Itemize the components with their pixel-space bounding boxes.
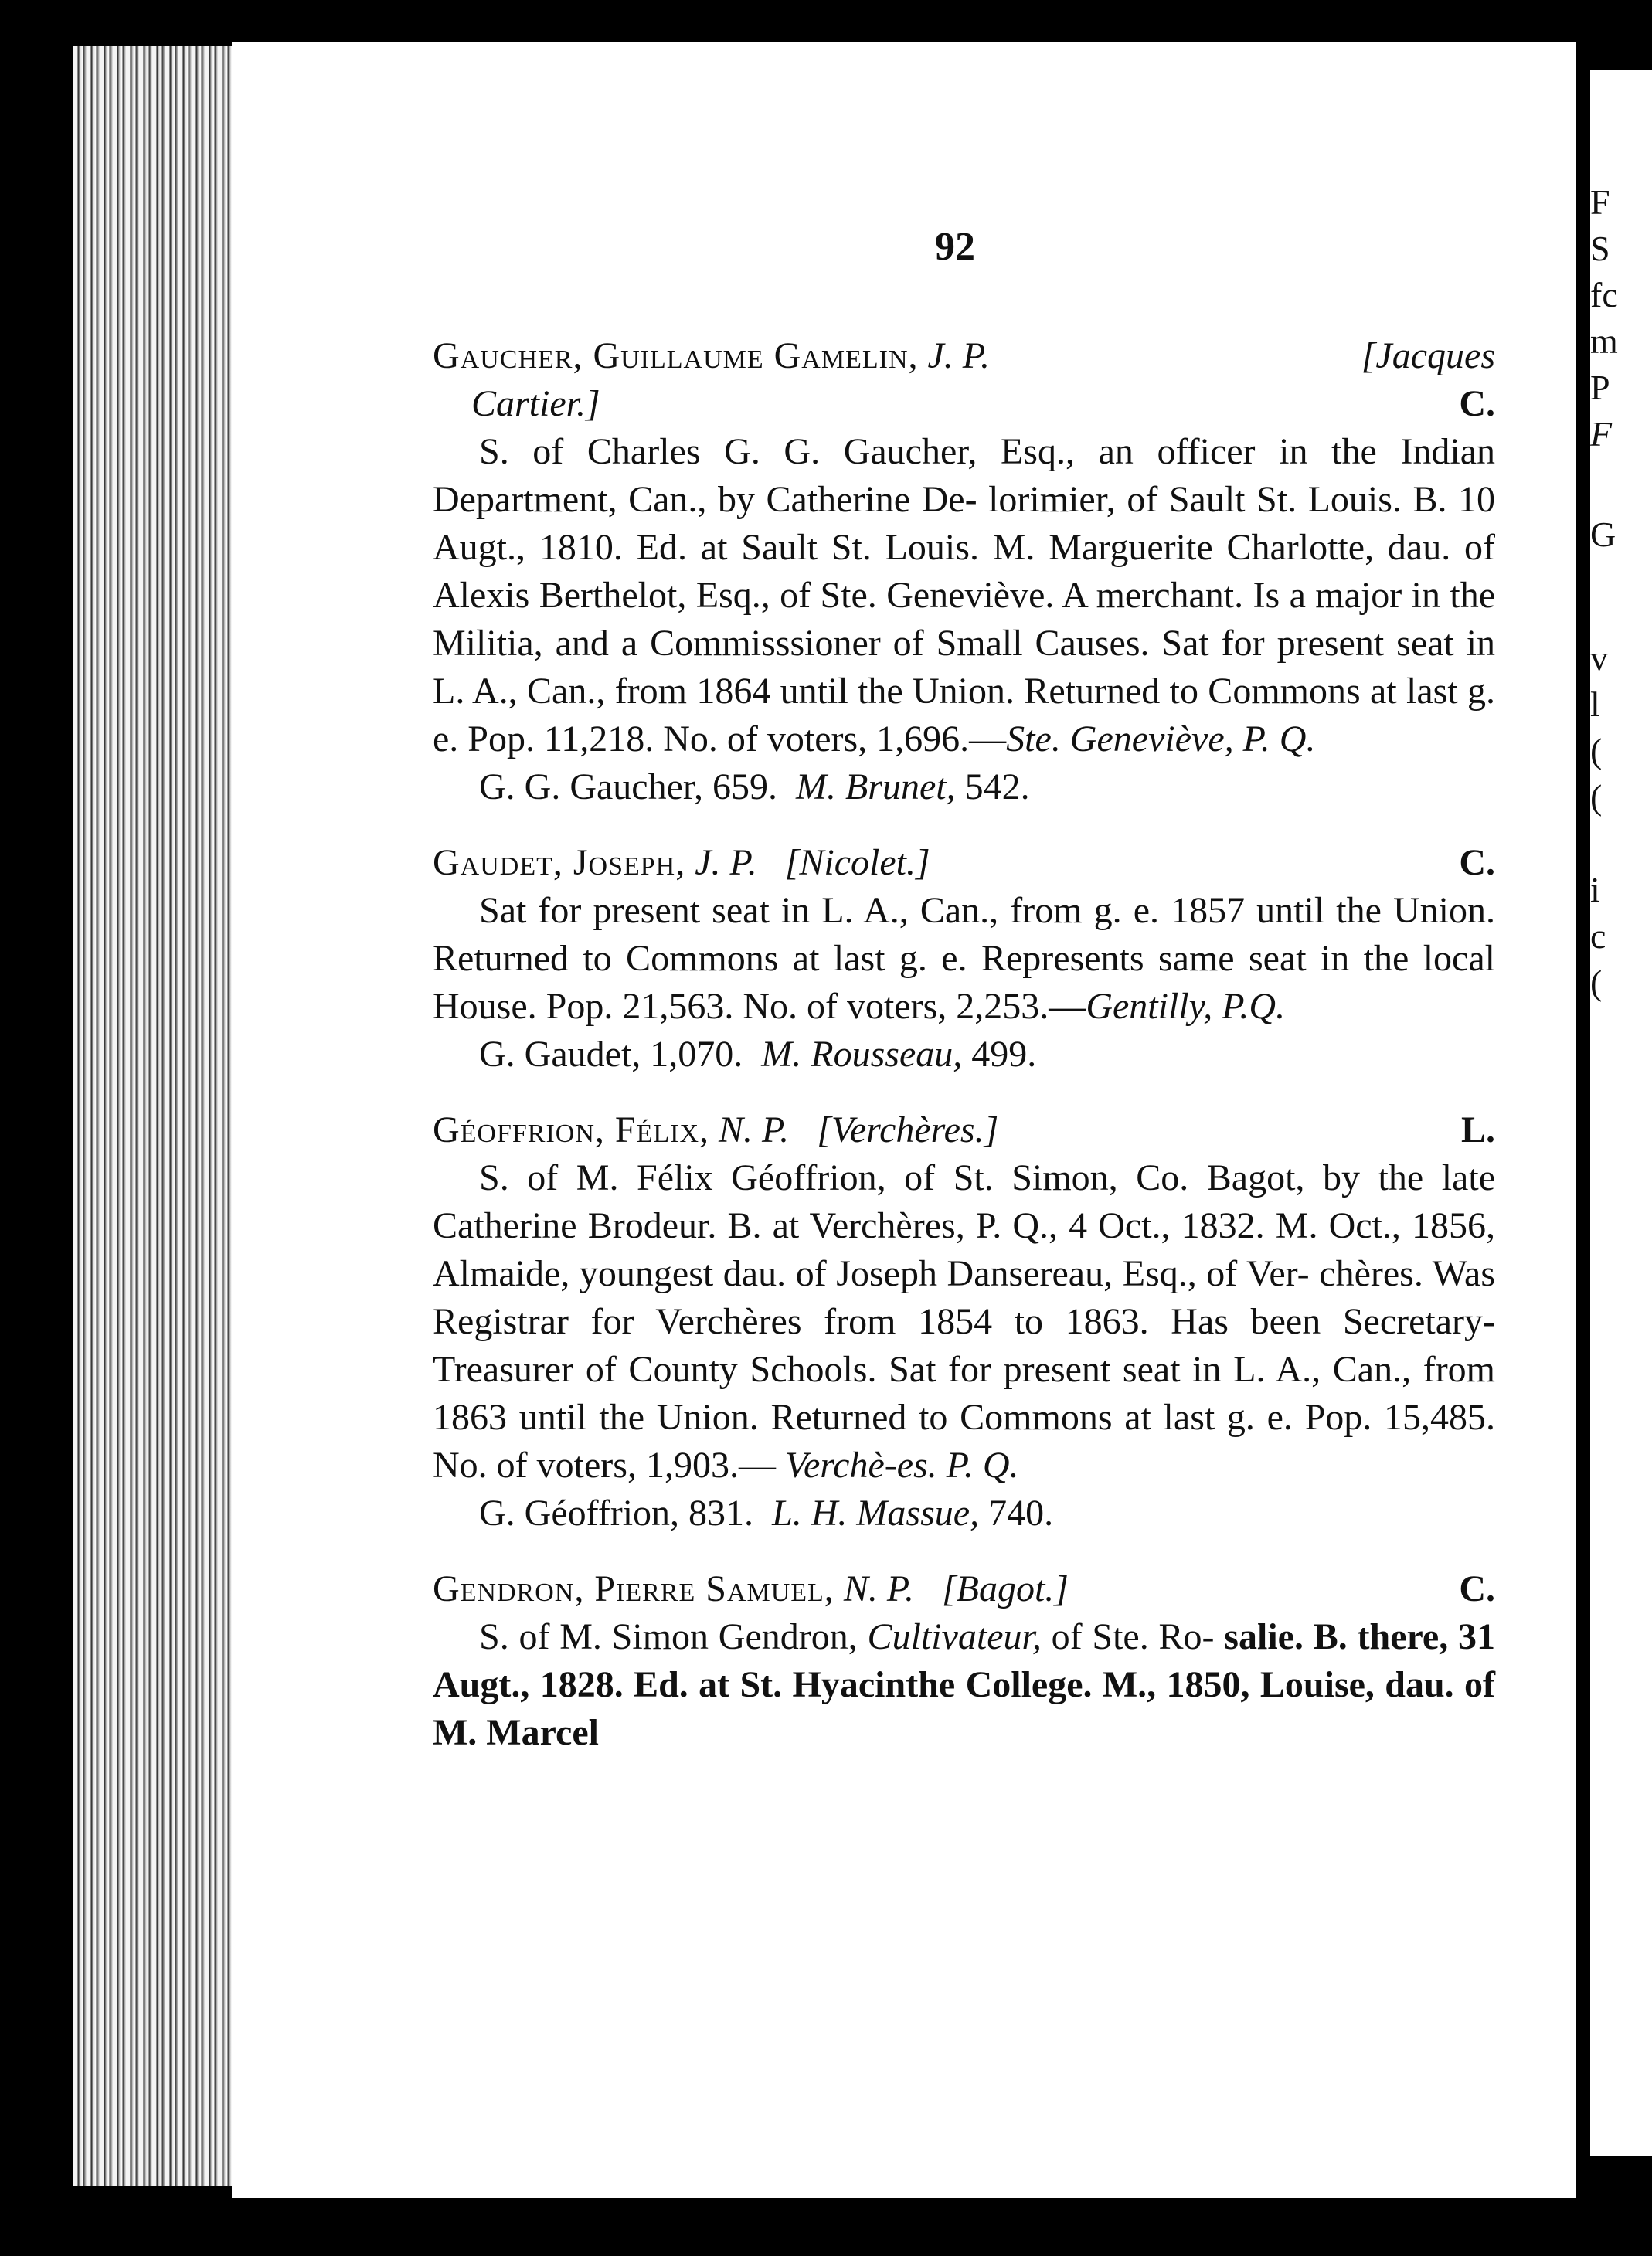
- biography-line: S. of M. Félix Géoffrion, of St. Simon, Co. Bagot,: [479, 1157, 1305, 1198]
- adjacent-letter: (: [1590, 963, 1603, 1002]
- party-code: C.: [1459, 383, 1495, 424]
- page-number: 92: [935, 225, 975, 269]
- post-office-address: Ste. Geneviève, P. Q.: [1006, 719, 1316, 759]
- election-result: [433, 1031, 1495, 1079]
- adjacent-letter: S: [1590, 229, 1610, 268]
- biography-line: 1863 until the Union. Returned to Commons at: [433, 1397, 1151, 1438]
- biography-line: P. Q., 4 Oct., 1832. M. Oct., 1856, Almaide,: [433, 1205, 1496, 1294]
- biography-line: last g. e. Represents same seat in the local House.: [433, 938, 1496, 1027]
- riding-name: [Verchères.]: [817, 1109, 999, 1150]
- biography-line: Sat for present seat in L. A., Can., from g. e.: [479, 890, 1159, 931]
- entry-heading: [433, 1106, 1495, 1154]
- member-title: N. P.: [843, 1568, 914, 1609]
- adjacent-letter: P: [1590, 368, 1610, 407]
- adjacent-letter: m: [1590, 321, 1618, 361]
- member-name: Gendron, Pierre Samuel,: [433, 1568, 834, 1609]
- party-code: C.: [1459, 842, 1495, 883]
- adjacent-letter: l: [1590, 685, 1600, 724]
- adjacent-letter: v: [1590, 638, 1608, 678]
- biography: [433, 1613, 1495, 1757]
- adjacent-page-strip: [1590, 70, 1652, 2156]
- biography-line: to 1863. Has been Secretary-Treasurer of County: [433, 1301, 1496, 1390]
- biography-line: Ed. at Sault St. Louis. M. Marguerite Charlotte,: [636, 527, 1375, 568]
- member-name: Gaudet, Joseph,: [433, 842, 686, 883]
- entry-heading: [433, 1565, 1495, 1613]
- biography: [433, 1154, 1495, 1490]
- riding-name: [Jacques: [1361, 335, 1495, 376]
- member-title: N. P.: [719, 1109, 790, 1150]
- opponent-name: L. H. Massue,: [772, 1493, 980, 1534]
- post-office-address: Verchè-es. P. Q.: [784, 1445, 1019, 1486]
- member-title: J. P.: [695, 842, 757, 883]
- biography-line: the Indian Department, Can., by Catherine De-: [433, 431, 1496, 520]
- adjacent-letter: (: [1590, 777, 1603, 817]
- biography-line: chères. Was Registrar for Verchères from 1854: [433, 1253, 1496, 1342]
- entry-geoffrion: [433, 1106, 1495, 1537]
- entry-heading: [433, 332, 1495, 380]
- opponent-votes: 542.: [964, 766, 1030, 807]
- election-result: [433, 1490, 1495, 1537]
- entry-heading: [433, 839, 1495, 887]
- biography-line: College. M., 1850, Louise, dau. of M. Marcel: [433, 1664, 1496, 1753]
- opponent-name: M. Rousseau,: [761, 1034, 963, 1075]
- biography-line: by the late Catherine Brodeur. B. at Verchères,: [433, 1157, 1496, 1246]
- biography: [433, 887, 1495, 1031]
- adjacent-letter: c: [1590, 916, 1606, 956]
- biography-line: dau. of Alexis Berthelot, Esq., of Ste. Geneviève.: [433, 527, 1496, 616]
- party-code: C.: [1459, 1568, 1495, 1609]
- biography-line: last g. e. Pop. 15,485. No. of voters, 1,903.—: [433, 1397, 1496, 1486]
- biography: [433, 428, 1495, 763]
- adjacent-letter: F: [1590, 414, 1613, 454]
- post-office-address: Gentilly, P.Q.: [1086, 986, 1286, 1027]
- biography-line: No. of voters, 1,696.—: [663, 719, 1007, 759]
- adjacent-letter: G: [1590, 515, 1616, 554]
- party-code: L.: [1460, 1109, 1495, 1150]
- biography-line: 1857 until the Union. Returned to Commons at: [433, 890, 1495, 979]
- entry-gaucher: [433, 332, 1495, 811]
- riding-name: [Nicolet.]: [784, 842, 930, 883]
- adjacent-letter: fc: [1590, 275, 1618, 314]
- biography-line: of Ste. Ro-: [1041, 1616, 1215, 1657]
- riding-name: [Bagot.]: [941, 1568, 1069, 1609]
- adjacent-letter: (: [1590, 731, 1603, 770]
- biography-line: S. of Charles G. G. Gaucher, Esq., an officer in: [479, 431, 1308, 472]
- biography-occupation: Cultivateur,: [867, 1616, 1042, 1657]
- opponent-name: M. Brunet,: [795, 766, 956, 807]
- biography-line: salie. B. there, 31 Augt., 1828. Ed. at St. Hyacinthe: [433, 1616, 1496, 1705]
- riding-name-continued: Cartier.]: [471, 383, 600, 424]
- biography-line: A merchant. Is a major in the Militia, and a: [433, 575, 1495, 664]
- biography-line: Commisssioner of Small Causes. Sat for present: [650, 623, 1385, 664]
- opponent-votes: 740.: [988, 1493, 1054, 1534]
- winner-votes: G. G. Gaucher, 659.: [479, 766, 777, 807]
- page-text: [433, 332, 1495, 1785]
- member-title: J. P.: [927, 335, 990, 376]
- entry-heading-continued: [433, 380, 1495, 428]
- biography-line: lorimier, of Sault St. Louis. B. 10 Augt., 1810.: [433, 479, 1496, 568]
- biography-line: Schools. Sat for present seat in L. A., Can., from: [750, 1349, 1496, 1390]
- election-result: [433, 763, 1495, 811]
- adjacent-letter: F: [1590, 182, 1610, 222]
- opponent-votes: 499.: [971, 1034, 1037, 1075]
- winner-votes: G. Géoffrion, 831.: [479, 1493, 754, 1534]
- entry-gaudet: [433, 839, 1495, 1079]
- entry-gendron: [433, 1565, 1495, 1757]
- adjacent-letter: i: [1590, 870, 1600, 909]
- member-name: Géoffrion, Félix,: [433, 1109, 710, 1150]
- biography-line: Pop. 21,563. No. of voters, 2,253.—: [546, 986, 1086, 1027]
- biography-line: S. of M. Simon Gendron,: [479, 1616, 868, 1657]
- member-name: Gaucher, Guillaume Gamelin,: [433, 335, 919, 376]
- biography-line: youngest dau. of Joseph Dansereau, Esq., of Ver-: [579, 1253, 1310, 1294]
- winner-votes: G. Gaudet, 1,070.: [479, 1034, 743, 1075]
- biography-line: seat in L. A., Can., from 1864 until the Union.: [433, 623, 1496, 712]
- biography-line: Returned to Commons at last g. e. Pop. 11,218.: [433, 671, 1495, 759]
